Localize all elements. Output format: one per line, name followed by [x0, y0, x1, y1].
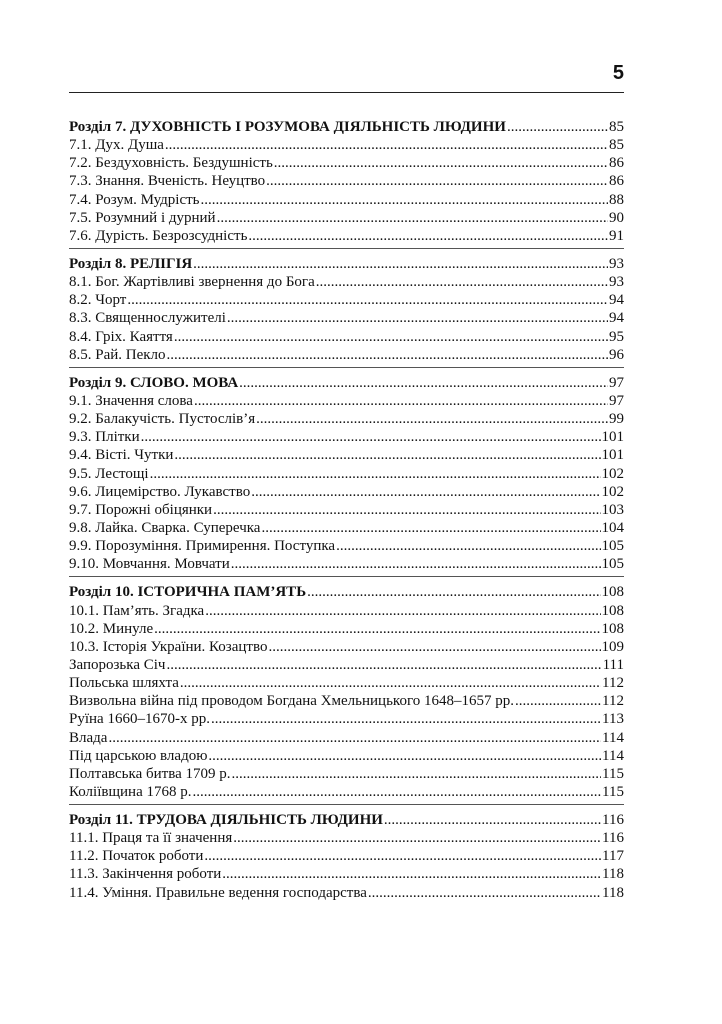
toc-entry-title: 9.9. Порозуміння. Примирення. Поступка: [69, 538, 336, 555]
toc-entry: [69, 747, 624, 765]
toc-entry-title: Визвольна війна під проводом Богдана Хмельницького 1648–1657 рр.: [69, 693, 514, 710]
toc-entry-title: 8.3. Священнослужителі: [69, 310, 226, 327]
toc-entry-title: 9.8. Лайка. Сварка. Суперечка: [69, 519, 261, 536]
toc-entry: [69, 428, 624, 446]
dot-leader: [261, 519, 600, 537]
dot-leader: [248, 227, 608, 245]
toc-entry-title: 10.3. Історія України. Козацтво: [69, 638, 268, 655]
toc-entry: [69, 620, 624, 638]
toc-entry: [69, 783, 624, 801]
toc-entry: [69, 328, 624, 346]
toc-entry-page: 85: [609, 137, 624, 154]
dot-leader: [201, 191, 609, 209]
toc-entry-title: 9.2. Балакучість. Пустослів’я: [69, 411, 256, 428]
header-rule: [69, 92, 624, 93]
dot-leader: [227, 309, 608, 327]
dot-leader: [108, 729, 601, 747]
toc-entry-title: 9.1. Значення слова: [69, 392, 193, 409]
toc-entry: [69, 154, 624, 172]
toc-entry-title: 11.4. Уміння. Правильне ведення господарства: [69, 884, 367, 901]
toc-entry: [69, 537, 624, 555]
toc-entry: [69, 410, 624, 428]
toc-entry-page: 95: [609, 328, 624, 345]
section-page-number: 93: [609, 255, 624, 272]
toc-entry-title: 9.3. Плітки: [69, 429, 140, 446]
section-page-number: 97: [609, 374, 624, 391]
section-page-number: 85: [609, 119, 624, 135]
toc-entry-page: 96: [609, 346, 624, 363]
dot-leader: [174, 446, 600, 464]
toc-entry-page: 91: [609, 227, 624, 244]
toc-entry: [69, 656, 624, 674]
dot-leader: [307, 583, 600, 601]
dot-leader: [141, 428, 601, 446]
toc-section: [69, 811, 624, 905]
dot-leader: [193, 255, 608, 273]
toc-entry-page: 101: [601, 447, 624, 464]
dot-leader: [166, 656, 601, 674]
toc-section: [69, 255, 624, 368]
toc-entry: [69, 692, 624, 710]
toc-entry-page: 109: [601, 638, 624, 655]
toc-entry-page: 90: [609, 209, 624, 226]
dot-leader: [150, 465, 601, 483]
toc-entry-title: 9.5. Лестощі: [69, 465, 149, 482]
section-heading-name: ТРУДОВА ДІЯЛЬНІСТЬ ЛЮДИНИ: [136, 812, 383, 829]
toc-entry-page: 104: [601, 519, 624, 536]
toc-section: [69, 583, 624, 805]
section-heading-title: [69, 811, 384, 829]
dot-leader: [208, 747, 601, 765]
toc-entry-title: 9.4. Вісті. Чутки: [69, 447, 174, 464]
toc-entry-page: 116: [602, 830, 624, 847]
toc-entry: [69, 309, 624, 327]
dot-leader: [167, 346, 608, 364]
toc-entry-title: 7.3. Знання. Вченість. Неуцтво: [69, 173, 266, 190]
toc-entry-page: 103: [601, 501, 624, 518]
toc-entry: [69, 638, 624, 656]
section-heading-prefix: Розділ 9.: [69, 374, 127, 391]
toc-entry-page: 105: [601, 556, 624, 573]
dot-leader: [154, 620, 600, 638]
toc-entry-title: 8.2. Чорт: [69, 292, 127, 309]
toc-entry: [69, 501, 624, 519]
dot-leader: [217, 209, 608, 227]
toc-entry-title: Влада: [69, 729, 108, 746]
section-heading-name: СЛОВО. МОВА: [129, 374, 239, 391]
section-heading: [69, 374, 624, 392]
section-heading: [69, 118, 624, 136]
section-heading: [69, 255, 624, 273]
toc-entry: [69, 829, 624, 847]
toc-entry: [69, 191, 624, 209]
toc-entry: [69, 765, 624, 783]
dot-leader: [368, 884, 601, 902]
dot-leader: [268, 638, 600, 656]
dot-leader: [256, 410, 608, 428]
dot-leader: [231, 555, 601, 573]
toc-entry-title: Полтавська битва 1709 р.: [69, 765, 231, 782]
toc-entry: [69, 446, 624, 464]
dot-leader: [174, 328, 608, 346]
toc-entry-title: 9.7. Порожні обіцянки: [69, 501, 213, 518]
dot-leader: [192, 783, 601, 801]
toc-entry-page: 117: [602, 848, 624, 865]
dot-leader: [194, 392, 608, 410]
toc-entry-page: 113: [602, 711, 624, 728]
section-heading-prefix: Розділ 10.: [69, 584, 134, 601]
dot-leader: [251, 483, 600, 501]
toc-entry-title: 8.5. Рай. Пекло: [69, 346, 166, 363]
toc-entry-title: Руїна 1660–1670-х рр.: [69, 711, 210, 728]
toc-entry-title: 7.4. Розум. Мудрість: [69, 191, 200, 208]
toc-entry-title: 10.2. Минуле: [69, 620, 154, 637]
toc-entry-title: 9.10. Мовчання. Мовчати: [69, 556, 230, 573]
toc-entry-page: 94: [609, 310, 624, 327]
toc-entry: [69, 519, 624, 537]
table-of-contents: [69, 118, 624, 911]
dot-leader: [336, 537, 600, 555]
toc-entry-title: 7.6. Дурість. Безрозсудність: [69, 227, 248, 244]
dot-leader: [213, 501, 600, 519]
toc-entry: [69, 674, 624, 692]
toc-entry: [69, 392, 624, 410]
toc-entry-page: 111: [602, 656, 624, 673]
toc-entry-title: 11.2. Початок роботи: [69, 848, 204, 865]
dot-leader: [165, 136, 608, 154]
section-page-number: 116: [602, 812, 624, 829]
dot-leader: [233, 829, 601, 847]
toc-entry: [69, 172, 624, 190]
section-page-number: 108: [601, 584, 624, 601]
toc-entry: [69, 884, 624, 902]
toc-entry-page: 97: [609, 392, 624, 409]
toc-entry-page: 108: [601, 602, 624, 619]
toc-entry-title: 11.1. Праця та її значення: [69, 830, 233, 847]
toc-entry-page: 115: [602, 783, 624, 800]
dot-leader: [211, 710, 601, 728]
toc-entry: [69, 227, 624, 245]
toc-entry-page: 101: [601, 429, 624, 446]
section-heading-name: ІСТОРИЧНА ПАМ’ЯТЬ: [137, 584, 307, 601]
dot-leader: [239, 374, 608, 392]
toc-entry: [69, 865, 624, 883]
section-heading-prefix: Розділ 8.: [69, 255, 127, 272]
dot-leader: [127, 291, 608, 309]
toc-entry: [69, 465, 624, 483]
section-heading-name: ДУХОВНІСТЬ І РОЗУМОВА ДІЯЛЬНІСТЬ ЛЮДИНИ: [129, 119, 506, 135]
dot-leader: [515, 692, 601, 710]
toc-entry: [69, 483, 624, 501]
toc-entry-title: 10.1. Пам’ять. Згадка: [69, 602, 205, 619]
dot-leader: [274, 154, 608, 172]
toc-entry: [69, 847, 624, 865]
dot-leader: [316, 273, 608, 291]
toc-entry: [69, 291, 624, 309]
toc-entry-title: 9.6. Лицемірство. Лукавство: [69, 483, 251, 500]
toc-entry-page: 114: [602, 747, 624, 764]
section-heading-title: [69, 118, 507, 136]
toc-entry-page: 112: [602, 693, 624, 710]
toc-entry-page: 88: [609, 191, 624, 208]
dot-leader: [222, 865, 601, 883]
toc-entry-page: 112: [602, 675, 624, 692]
toc-entry: [69, 346, 624, 364]
section-heading-title: [69, 583, 307, 601]
dot-leader: [266, 172, 608, 190]
toc-entry: [69, 136, 624, 154]
section-heading: [69, 583, 624, 601]
toc-entry-page: 102: [601, 483, 624, 500]
toc-entry-title: 7.1. Дух. Душа: [69, 137, 164, 154]
dot-leader: [507, 118, 608, 136]
page-number: 5: [612, 62, 624, 84]
toc-entry: [69, 710, 624, 728]
toc-entry-title: Польська шляхта: [69, 675, 179, 692]
toc-entry-title: 7.5. Розумний і дурний: [69, 209, 216, 226]
toc-entry-title: 11.3. Закінчення роботи: [69, 866, 222, 883]
dot-leader: [204, 847, 601, 865]
dot-leader: [205, 602, 600, 620]
toc-entry: [69, 729, 624, 747]
dot-leader: [180, 674, 601, 692]
toc-entry: [69, 209, 624, 227]
dot-leader: [384, 811, 601, 829]
toc-entry-title: 8.4. Гріх. Каяття: [69, 328, 173, 345]
toc-entry-page: 102: [601, 465, 624, 482]
toc-section: [69, 374, 624, 578]
toc-entry: [69, 555, 624, 573]
toc-section: [69, 118, 624, 249]
toc-entry-title: 8.1. Бог. Жартівливі звернення до Бога: [69, 274, 315, 291]
section-heading: [69, 811, 624, 829]
toc-entry-page: 115: [602, 765, 624, 782]
toc-entry-page: 94: [609, 292, 624, 309]
toc-entry-title: Під царською владою: [69, 747, 208, 764]
toc-entry-page: 93: [609, 274, 624, 291]
toc-entry-page: 86: [609, 155, 624, 172]
toc-entry-title: Коліївщина 1768 р.: [69, 783, 192, 800]
toc-entry-page: 108: [601, 620, 624, 637]
toc-entry-title: Запорозька Січ: [69, 656, 166, 673]
dot-leader: [231, 765, 601, 783]
toc-entry: [69, 602, 624, 620]
section-heading-name: РЕЛІГІЯ: [129, 255, 193, 272]
toc-entry-page: 105: [601, 538, 624, 555]
section-heading-prefix: Розділ 11.: [69, 812, 133, 829]
section-heading-title: [69, 255, 193, 273]
toc-entry-page: 114: [602, 729, 624, 746]
toc-entry: [69, 273, 624, 291]
toc-entry-title: 7.2. Бездуховність. Бездушність: [69, 155, 273, 172]
toc-entry-page: 99: [609, 411, 624, 428]
section-heading-prefix: Розділ 7.: [69, 119, 127, 135]
toc-entry-page: 118: [602, 866, 624, 883]
toc-entry-page: 118: [602, 884, 624, 901]
section-heading-title: [69, 374, 239, 392]
toc-entry-page: 86: [609, 173, 624, 190]
